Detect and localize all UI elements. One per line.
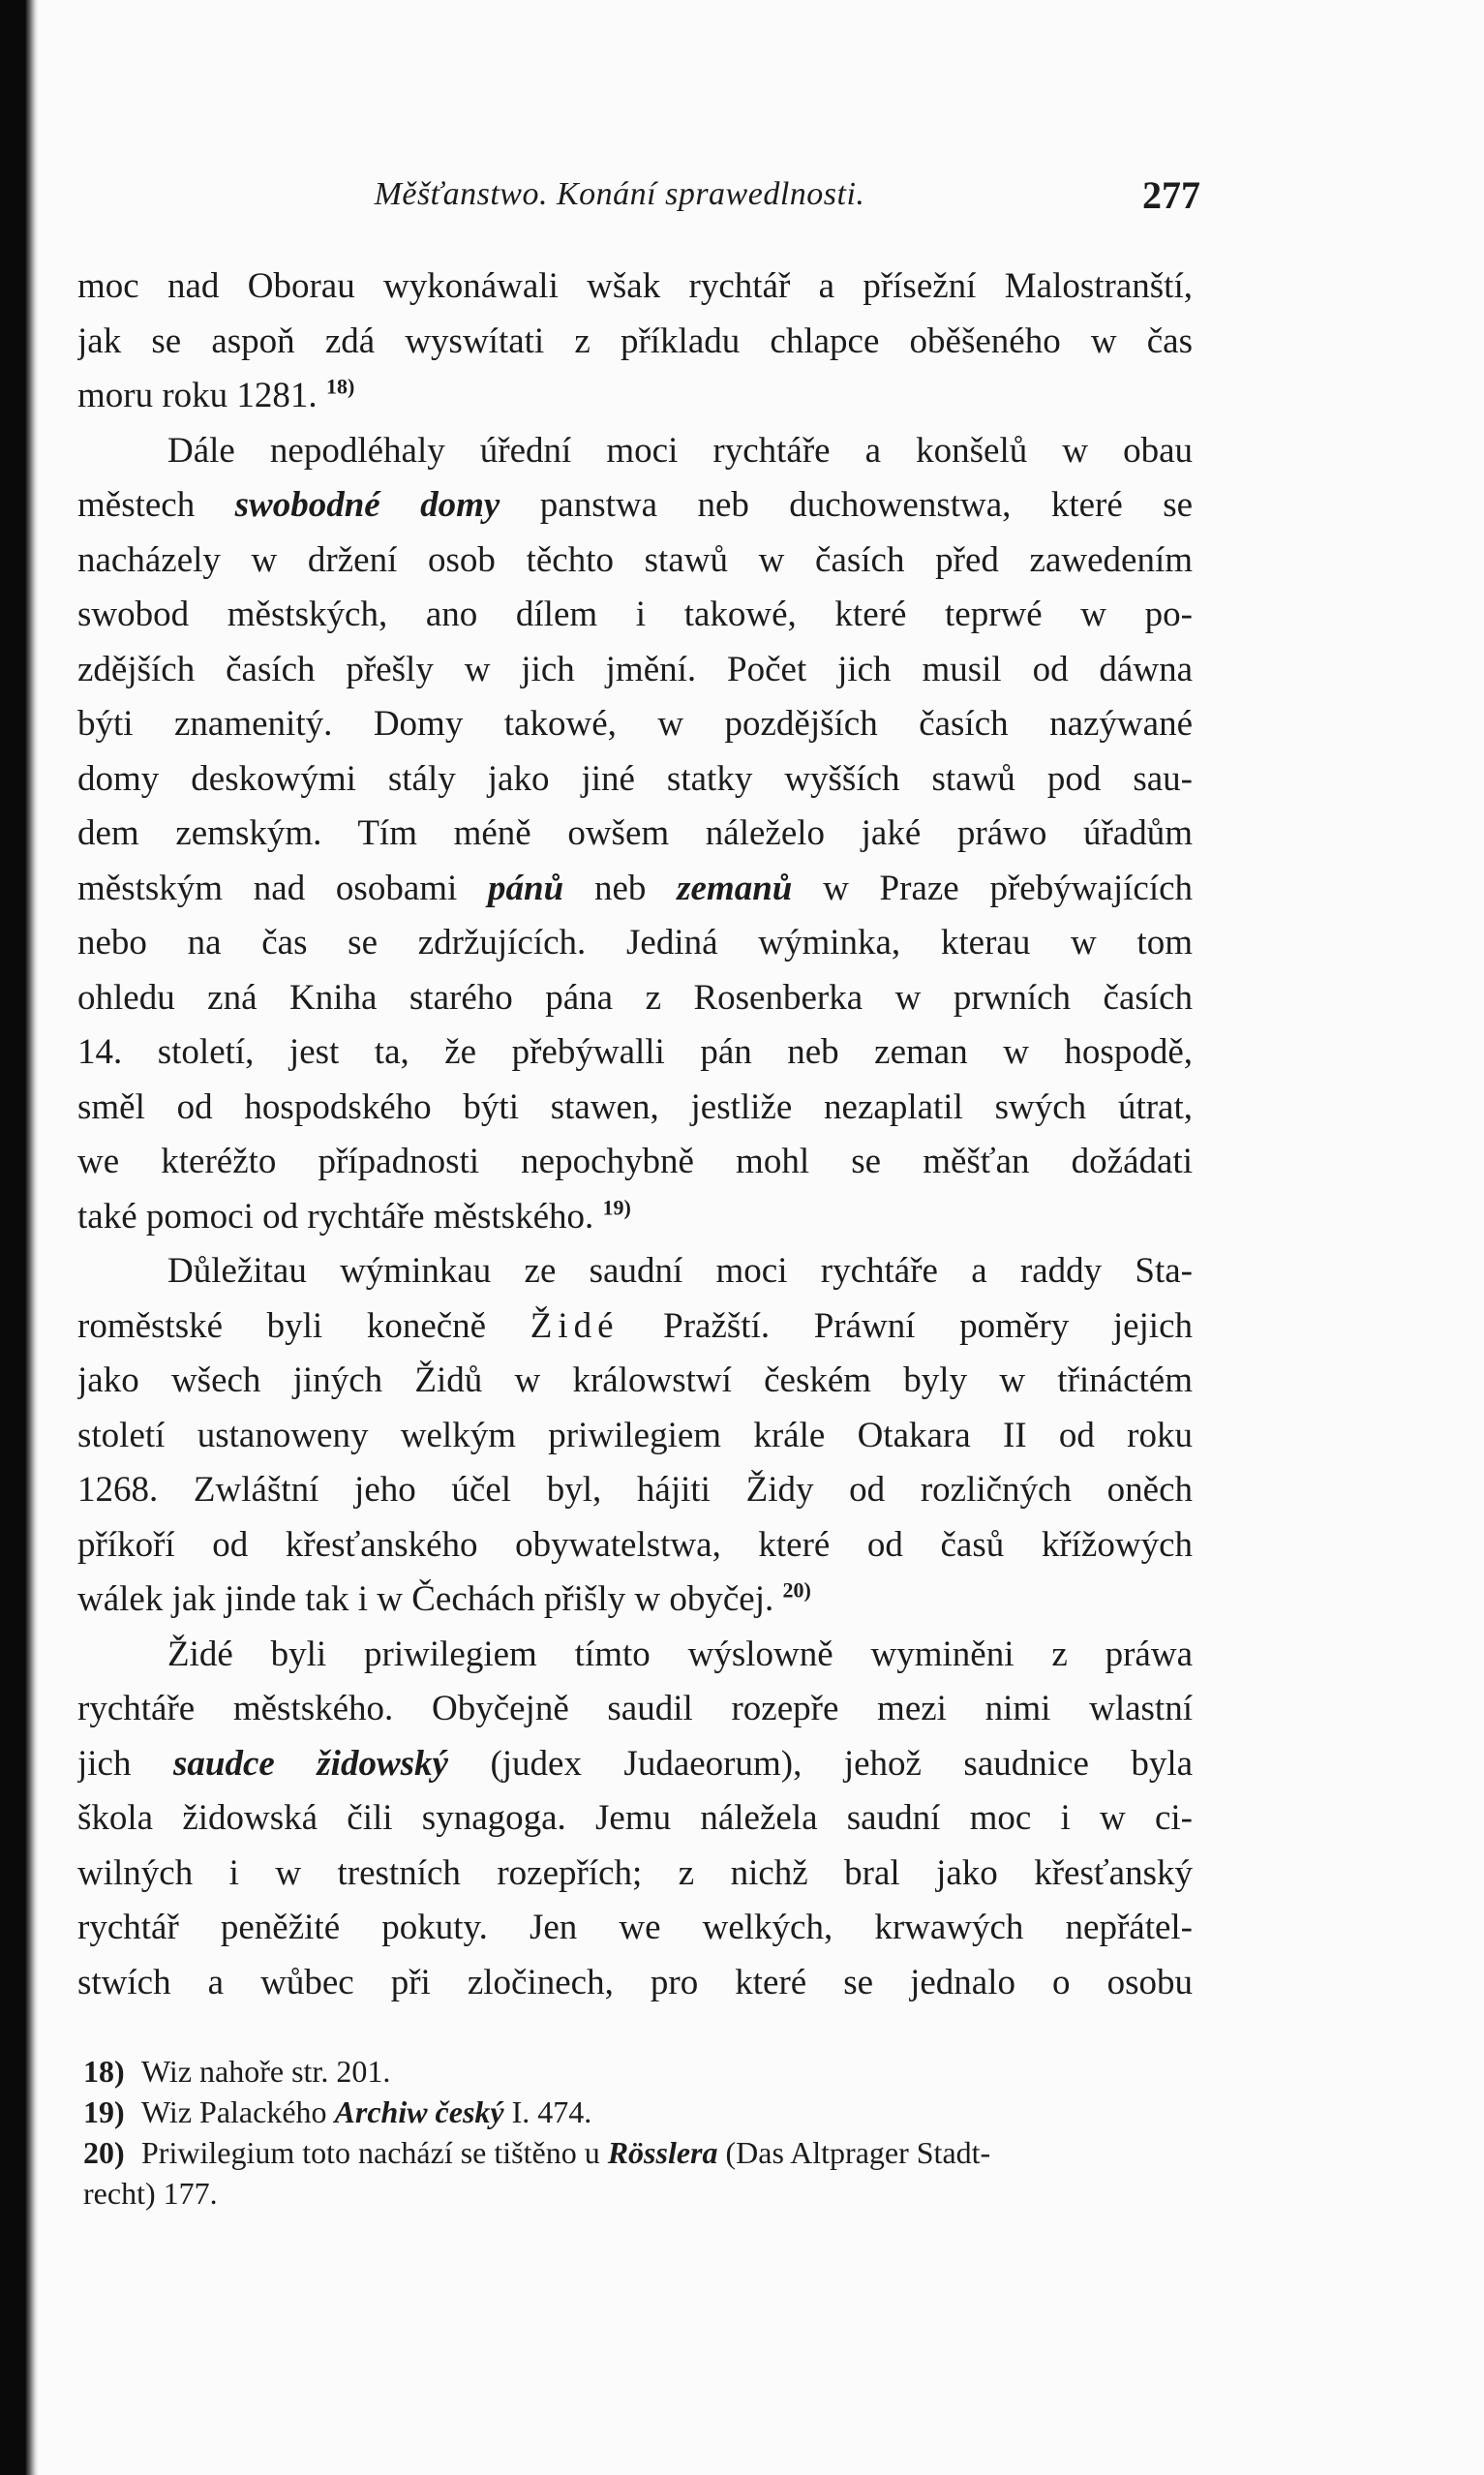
emphasis-saudce-zidowsky: saudce židowský bbox=[172, 1743, 448, 1784]
text-line-18 bbox=[77, 1190, 1193, 1245]
emphasis-zemanu: zemanů bbox=[677, 868, 793, 908]
text-line-12 bbox=[77, 862, 1193, 917]
text-line-27: rychtáře městského. Obyčejně saudil rozepře mezi nimi wlastní bbox=[77, 1689, 1193, 1728]
text-line-32: stwích a wůbec při zločinech, pro které se jednalo o osobu bbox=[77, 1962, 1193, 2002]
text-line-24: příkoří od křesťanského obywatelstwa, které od časů křížowých bbox=[77, 1524, 1193, 1565]
text-line-1: moc nad Oborau wykonáwali wšak rychtář a přísežní Malostranští, bbox=[77, 266, 1193, 306]
text-line-8: zdějších časích přešly w jich jmění. Počet jich musil od dáwna bbox=[77, 649, 1193, 689]
text-line-15: 14. století, jest ta, že přebýwalli pán neb zeman w hospodě, bbox=[77, 1032, 1193, 1072]
running-title: Měšťanstwo. Konání sprawedlnosti. bbox=[374, 176, 865, 212]
page-header bbox=[77, 172, 1200, 227]
text-line-3-text: moru roku 1281. bbox=[77, 376, 318, 415]
text-line-21: jako wšech jiných Židů w králowstwí českém byly w třináctém bbox=[77, 1360, 1193, 1400]
text-line-12-c: w Praze přebýwajících bbox=[823, 868, 1193, 908]
text-line-17: we kteréžto případnosti nepochybně mohl se měšťan dožádati bbox=[77, 1142, 1193, 1181]
footnote-text-19-a: Wiz Palackého bbox=[141, 2094, 327, 2129]
text-line-29: škola židowská čili synagoga. Jemu náležela saudní moc i w ci- bbox=[77, 1798, 1193, 1838]
footnote-19 bbox=[83, 2092, 1193, 2132]
text-line-28-a: jich bbox=[77, 1743, 132, 1784]
text-line-18-text: také pomoci od rychtáře městského. bbox=[77, 1196, 594, 1237]
text-line-9: býti znamenitý. Domy takowé, w pozdějších časích nazýwané bbox=[77, 704, 1193, 744]
text-line-23: 1268. Zwláštní jeho účel byl, hájiti Židy od rozličných oněch bbox=[77, 1470, 1193, 1510]
footnote-20-continued: recht) 177. bbox=[83, 2176, 218, 2211]
text-line-12-a: městským nad osobami bbox=[77, 868, 458, 908]
footnote-20 bbox=[83, 2132, 1193, 2173]
footnote-mark-18: 18) bbox=[83, 2054, 125, 2089]
spaced-zide: Židé bbox=[530, 1305, 620, 1346]
text-line-28 bbox=[77, 1737, 1193, 1792]
text-line-20 bbox=[77, 1299, 1193, 1355]
page-number: 277 bbox=[1142, 173, 1200, 217]
text-line-7: swobod městských, ano dílem i takowé, které teprwé w po- bbox=[77, 595, 1193, 634]
text-line-2: jak se aspoň zdá wyswítati z příkladu chlapce oběšeného w čas bbox=[77, 321, 1193, 361]
footnote-mark-20: 20) bbox=[83, 2135, 125, 2170]
text-line-10: domy deskowými stály jako jiné statky wyšších stawů pod sau- bbox=[77, 758, 1193, 799]
text-line-3 bbox=[77, 369, 1193, 424]
text-line-16: směl od hospodského býti stawen, jestliže nezaplatil swých útrat, bbox=[77, 1086, 1193, 1127]
binding-edge bbox=[0, 0, 39, 2475]
footnote-18 bbox=[83, 2051, 1193, 2092]
footnote-text-20-a: Priwilegium toto nachází se tištěno u bbox=[141, 2135, 600, 2170]
text-line-13: nebo na čas se zdržujících. Jediná wýminka, kterau w tom bbox=[77, 923, 1193, 962]
footnote-text-18: Wiz nahoře str. 201. bbox=[141, 2054, 391, 2089]
footnote-text-20-b: (Das Altprager Stadt- bbox=[725, 2135, 991, 2170]
text-line-11: dem zemským. Tím méně owšem náleželo jaké práwo úřadům bbox=[77, 813, 1193, 853]
footnote-ref-20: 20) bbox=[782, 1577, 811, 1603]
text-line-5-b: panstwa neb duchowenstwa, které se bbox=[539, 485, 1193, 525]
text-line-22: století ustanoweny welkým priwilegiem krále Otakara II od roku bbox=[77, 1415, 1193, 1455]
footnote-ref-18: 18) bbox=[325, 374, 355, 399]
text-line-20-b: Pražští. Práwní poměry jejich bbox=[663, 1305, 1193, 1346]
text-line-19: Důležitau wýminkau ze saudní moci rychtáře a raddy Sta- bbox=[167, 1251, 1193, 1291]
text-line-4: Dále nepodléhaly úřední moci rychtáře a konšelů w obau bbox=[167, 430, 1193, 471]
text-line-28-b: (judex Judaeorum), jehož saudnice byla bbox=[490, 1743, 1193, 1784]
text-line-31: rychtář peněžité pokuty. Jen we welkých, krwawých nepřátel- bbox=[77, 1908, 1193, 1947]
footnote-19-emphasis: Archiw český bbox=[334, 2094, 504, 2129]
text-line-26: Židé byli priwilegiem tímto wýslowně wyminěni z práwa bbox=[167, 1634, 1193, 1674]
text-line-12-b: neb bbox=[593, 868, 647, 908]
footnotes bbox=[83, 2051, 1193, 2214]
emphasis-swobodne-domy: swobodné domy bbox=[234, 485, 500, 525]
text-line-25 bbox=[77, 1573, 1193, 1628]
emphasis-panu: pánů bbox=[488, 868, 564, 908]
body-text bbox=[77, 260, 1193, 2010]
footnote-mark-19: 19) bbox=[83, 2094, 125, 2129]
text-line-5-a: městech bbox=[77, 485, 196, 525]
text-line-25-text: wálek jak jinde tak i w Čechách přišly w obyčej. bbox=[77, 1579, 774, 1619]
text-line-14: ohledu zná Kniha starého pána z Rosenberka w prwních časích bbox=[77, 977, 1193, 1018]
text-line-30: wilných i w trestních rozepřích; z nichž bral jako křesťanský bbox=[77, 1852, 1193, 1893]
text-line-6: nacházely w držení osob těchto stawů w časích před zawedením bbox=[77, 539, 1193, 580]
footnote-ref-19: 19) bbox=[602, 1195, 631, 1220]
footnote-text-19-b: I. 474. bbox=[511, 2094, 592, 2129]
footnote-20-emphasis: Rösslera bbox=[607, 2135, 718, 2170]
text-line-20-a: roměstské byli konečně bbox=[77, 1305, 487, 1346]
text-line-5 bbox=[77, 478, 1193, 534]
